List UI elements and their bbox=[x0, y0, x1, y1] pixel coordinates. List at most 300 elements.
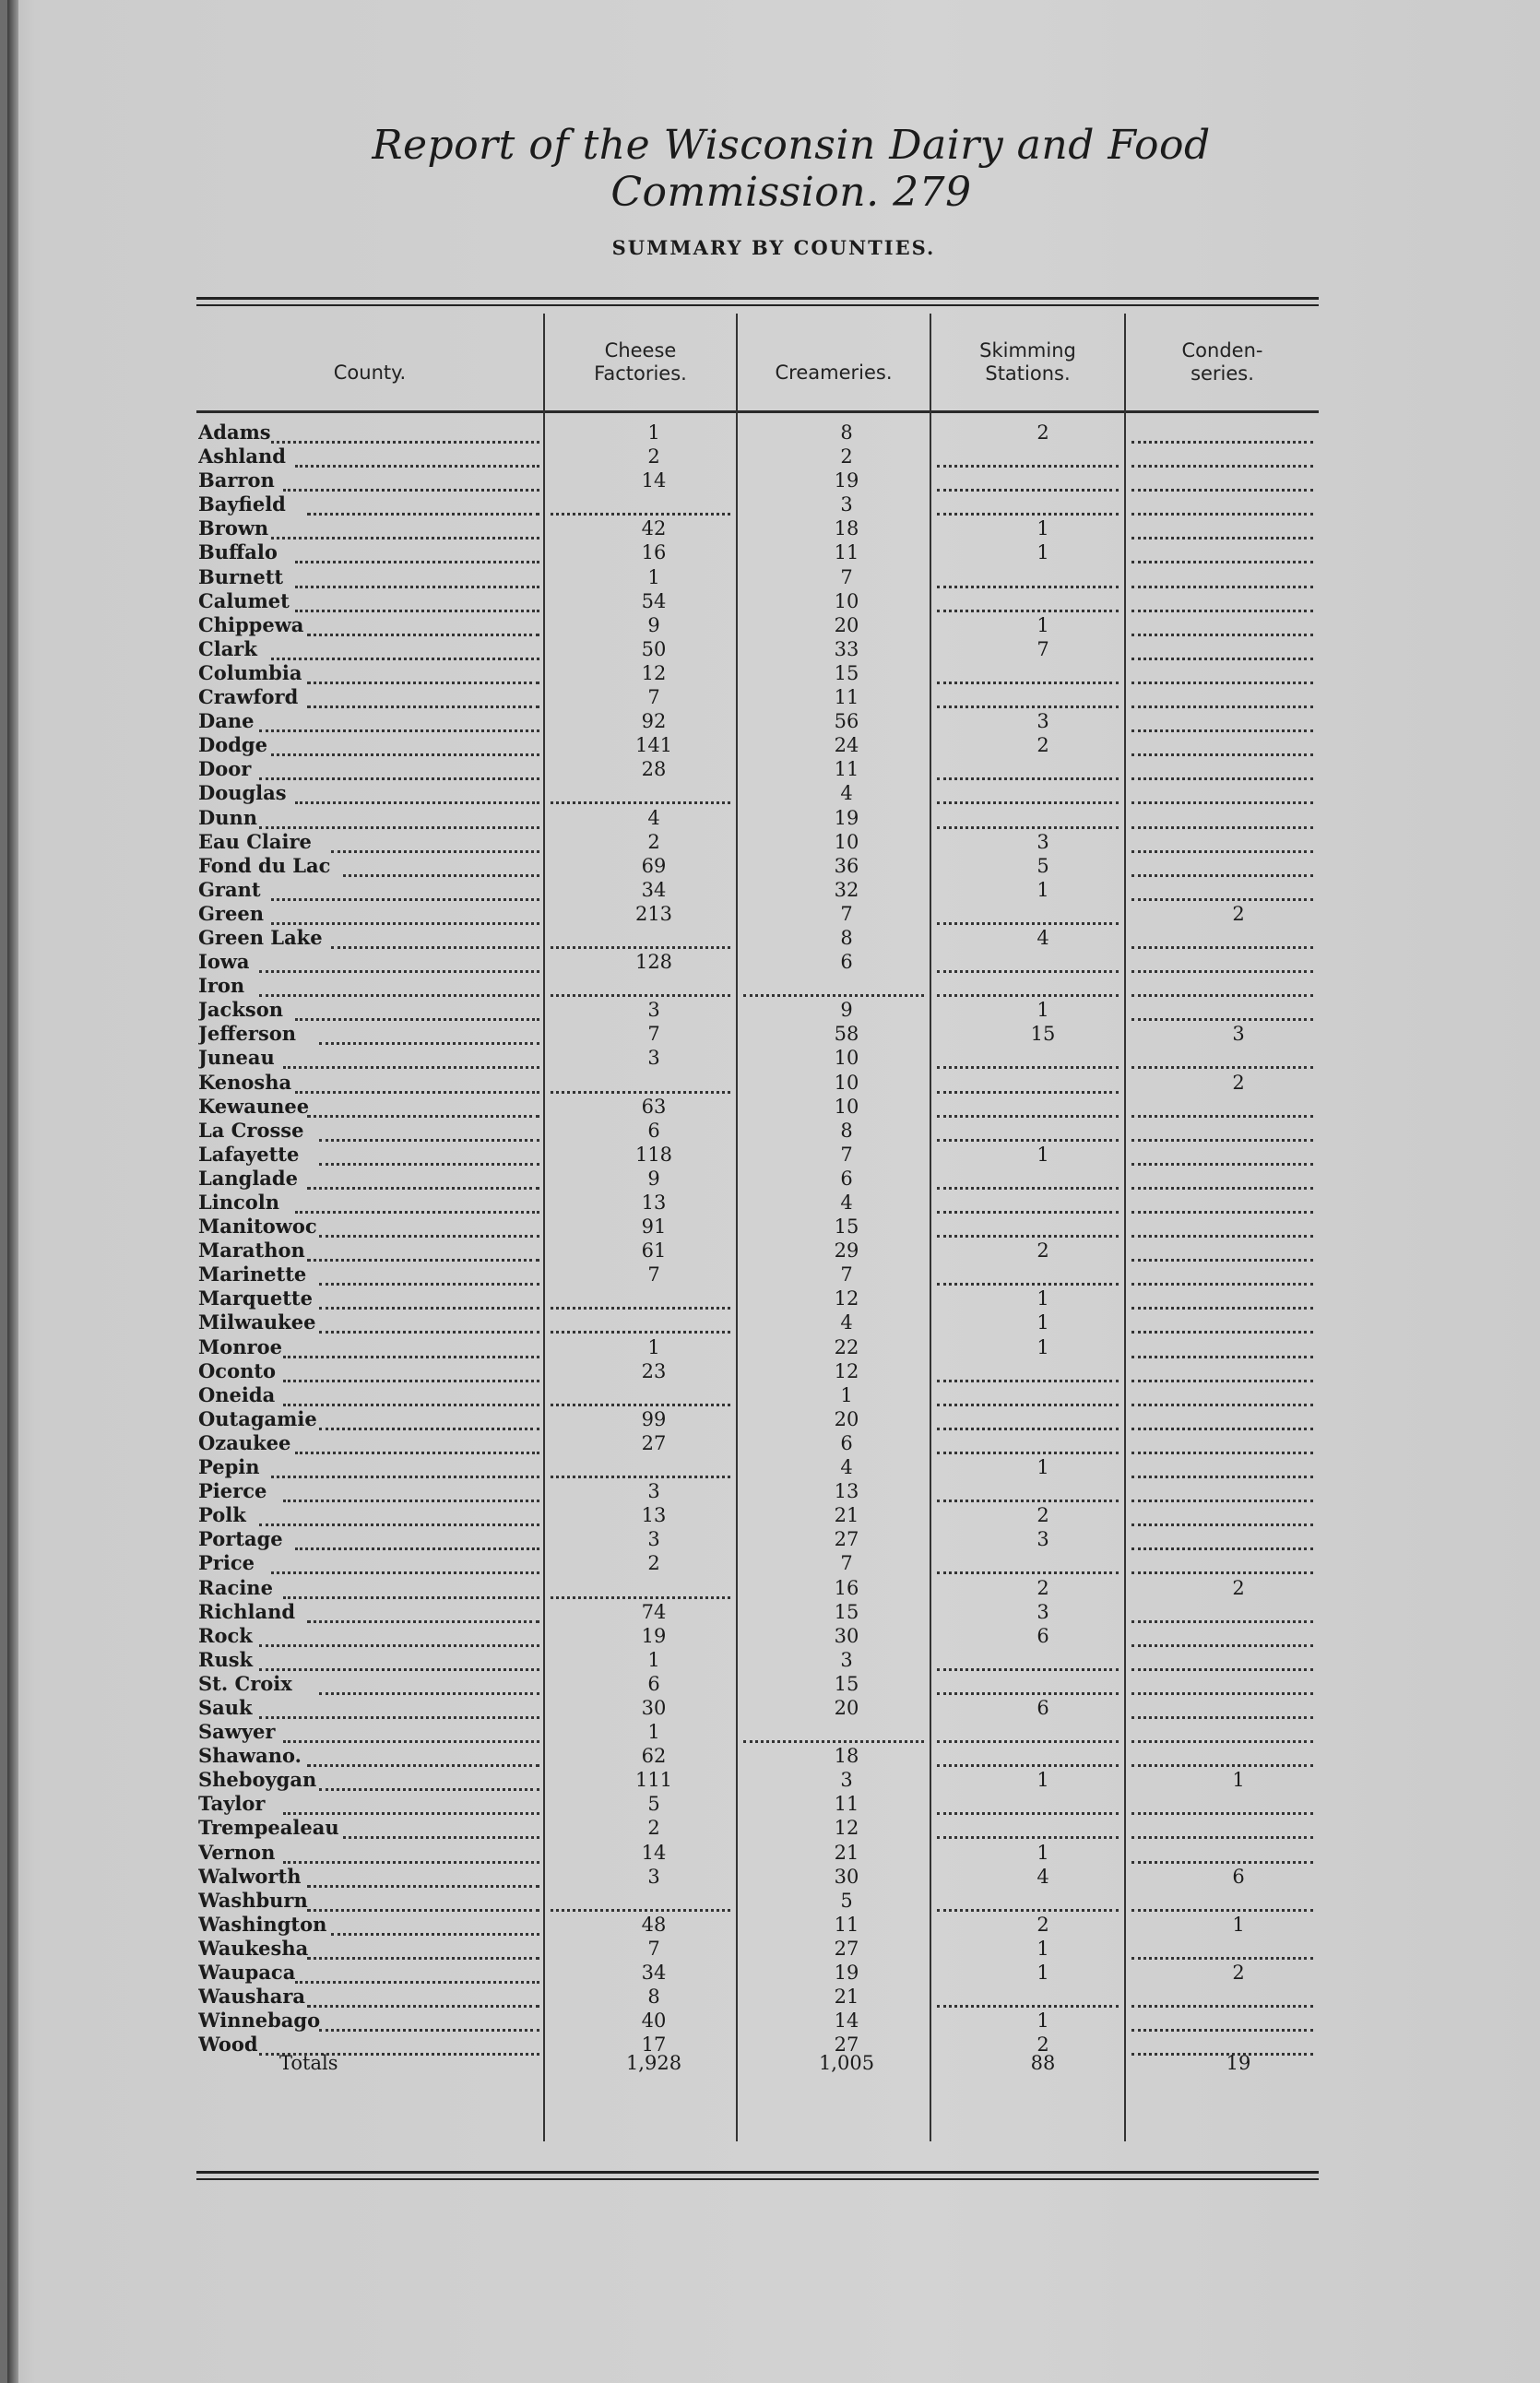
cell-cheese: 34 bbox=[641, 878, 667, 901]
county-name: Marquette bbox=[198, 1286, 313, 1310]
cell-cheese: 99 bbox=[641, 1407, 667, 1430]
county-name: Shawano. bbox=[198, 1744, 302, 1768]
table-row bbox=[196, 1744, 1319, 1768]
cell-skimming: 1 bbox=[1037, 1456, 1049, 1479]
empty-cell-dots bbox=[937, 1812, 1119, 1815]
leader-dots bbox=[319, 1235, 539, 1238]
leader-dots bbox=[283, 1596, 539, 1599]
leader-dots bbox=[271, 922, 539, 925]
county-name: Rusk bbox=[198, 1647, 254, 1671]
leader-dots bbox=[259, 777, 539, 780]
empty-cell-dots bbox=[1131, 1259, 1313, 1262]
table-row bbox=[196, 926, 1319, 950]
cell-creameries: 27 bbox=[834, 1528, 859, 1551]
empty-cell-dots bbox=[1131, 489, 1313, 492]
header-rule bbox=[931, 410, 1124, 413]
cell-skimming: 1 bbox=[1037, 1287, 1049, 1310]
table-row bbox=[196, 1239, 1319, 1263]
cell-creameries: 6 bbox=[840, 1167, 853, 1190]
cell-cheese: 28 bbox=[641, 758, 667, 781]
cell-cheese: 69 bbox=[641, 854, 667, 877]
table-row bbox=[196, 661, 1319, 685]
cell-cheese: 1 bbox=[647, 421, 660, 444]
empty-cell-dots bbox=[1131, 1957, 1313, 1960]
header-rule bbox=[738, 410, 930, 413]
table-row bbox=[196, 1383, 1319, 1407]
county-name: Dodge bbox=[198, 733, 267, 757]
cell-skimming: 1 bbox=[1037, 1143, 1049, 1166]
county-name: Racine bbox=[198, 1575, 273, 1599]
leader-dots bbox=[283, 1380, 539, 1382]
empty-cell-dots bbox=[743, 994, 924, 997]
leader-dots bbox=[259, 826, 539, 829]
table-row bbox=[196, 1071, 1319, 1095]
leader-dots bbox=[319, 1331, 539, 1334]
scan-binding-edge bbox=[7, 0, 18, 2383]
leader-dots bbox=[307, 1187, 539, 1190]
empty-cell-dots bbox=[1131, 801, 1313, 804]
table-row bbox=[196, 589, 1319, 613]
cell-condenseries: 1 bbox=[1232, 1913, 1245, 1936]
cell-skimming: 1 bbox=[1037, 1841, 1049, 1864]
cell-creameries: 15 bbox=[834, 1672, 859, 1695]
leader-dots bbox=[319, 1788, 539, 1791]
county-name: Buffalo bbox=[198, 540, 278, 564]
cell-skimming: 6 bbox=[1037, 1696, 1049, 1719]
cell-creameries: 10 bbox=[834, 589, 859, 612]
cell-creameries: 19 bbox=[834, 806, 859, 829]
county-name: Milwaukee bbox=[198, 1310, 316, 1334]
empty-cell-dots bbox=[1131, 1861, 1313, 1864]
cell-creameries: 5 bbox=[840, 1889, 853, 1912]
cell-creameries: 19 bbox=[834, 1962, 859, 1984]
empty-cell-dots bbox=[551, 994, 730, 997]
county-name: Dane bbox=[198, 709, 255, 733]
cell-cheese: 2 bbox=[647, 830, 660, 853]
cell-cheese: 1 bbox=[647, 1721, 660, 1744]
empty-cell-dots bbox=[937, 682, 1119, 684]
totals-label: Totals bbox=[279, 2052, 338, 2074]
empty-cell-dots bbox=[1131, 1523, 1313, 1526]
leader-dots bbox=[295, 1018, 539, 1021]
totals-row bbox=[196, 2049, 1319, 2077]
cell-skimming: 1 bbox=[1037, 1335, 1049, 1358]
cell-skimming: 3 bbox=[1037, 710, 1049, 733]
cell-skimming: 3 bbox=[1037, 830, 1049, 853]
cell-creameries: 4 bbox=[840, 1456, 853, 1479]
cell-creameries: 6 bbox=[840, 951, 853, 974]
county-name: Green Lake bbox=[198, 925, 323, 949]
cell-creameries: 11 bbox=[834, 1913, 859, 1936]
table-row bbox=[196, 1335, 1319, 1359]
leader-dots bbox=[271, 441, 539, 444]
county-name: Pepin bbox=[198, 1455, 260, 1479]
header-rule bbox=[196, 410, 543, 413]
empty-cell-dots bbox=[1131, 946, 1313, 949]
cell-cheese: 92 bbox=[641, 710, 667, 733]
cell-skimming: 2 bbox=[1037, 421, 1049, 444]
cell-creameries: 27 bbox=[834, 1937, 859, 1960]
table-row bbox=[196, 1286, 1319, 1310]
table-row bbox=[196, 1816, 1319, 1840]
cell-cheese: 62 bbox=[641, 1745, 667, 1768]
table-row bbox=[196, 1455, 1319, 1479]
cell-creameries: 1 bbox=[840, 1383, 853, 1406]
leader-dots bbox=[295, 586, 539, 588]
empty-cell-dots bbox=[1131, 850, 1313, 853]
cell-skimming: 2 bbox=[1037, 1576, 1049, 1599]
county-name: Fond du Lac bbox=[198, 853, 331, 877]
cell-cheese: 1 bbox=[647, 565, 660, 588]
leader-dots bbox=[295, 1981, 539, 1984]
empty-cell-dots bbox=[1131, 1163, 1313, 1166]
county-name: Washington bbox=[198, 1912, 327, 1936]
table-row bbox=[196, 492, 1319, 516]
empty-cell-dots bbox=[1131, 729, 1313, 732]
empty-cell-dots bbox=[1131, 465, 1313, 468]
cell-creameries: 12 bbox=[834, 1287, 859, 1310]
cell-skimming: 15 bbox=[1030, 1023, 1056, 1046]
county-name: Jefferson bbox=[198, 1022, 297, 1046]
cell-skimming: 2 bbox=[1037, 1239, 1049, 1263]
empty-cell-dots bbox=[937, 1571, 1119, 1574]
cell-skimming: 1 bbox=[1037, 541, 1049, 564]
cell-cheese: 3 bbox=[647, 1528, 660, 1551]
cell-creameries: 30 bbox=[834, 1865, 859, 1888]
table-row bbox=[196, 1119, 1319, 1143]
cell-cheese: 3 bbox=[647, 1480, 660, 1503]
empty-cell-dots bbox=[937, 1211, 1119, 1214]
table-row bbox=[196, 1046, 1319, 1070]
leader-dots bbox=[307, 634, 539, 636]
empty-cell-dots bbox=[937, 1380, 1119, 1382]
table-row bbox=[196, 1937, 1319, 1961]
cell-cheese: 14 bbox=[641, 1841, 667, 1864]
leader-dots bbox=[307, 1909, 539, 1912]
leader-dots bbox=[307, 1957, 539, 1960]
empty-cell-dots bbox=[1131, 1066, 1313, 1069]
cell-skimming: 4 bbox=[1037, 926, 1049, 949]
cell-creameries: 18 bbox=[834, 517, 859, 540]
county-name: Eau Claire bbox=[198, 829, 312, 853]
county-name: Dunn bbox=[198, 805, 258, 829]
cell-creameries: 11 bbox=[834, 1793, 859, 1816]
cell-cheese: 1 bbox=[647, 1335, 660, 1358]
county-name: Langlade bbox=[198, 1166, 298, 1190]
county-name: Clark bbox=[198, 636, 257, 660]
empty-cell-dots bbox=[1131, 1764, 1313, 1767]
leader-dots bbox=[319, 1692, 539, 1695]
county-name: Price bbox=[198, 1551, 255, 1575]
leader-dots bbox=[259, 1523, 539, 1526]
cell-creameries: 10 bbox=[834, 1071, 859, 1094]
county-name: Calumet bbox=[198, 588, 290, 612]
cell-creameries: 7 bbox=[840, 1552, 853, 1575]
empty-cell-dots bbox=[1131, 537, 1313, 539]
totals-skimming: 88 bbox=[1030, 2052, 1056, 2074]
empty-cell-dots bbox=[551, 1307, 730, 1310]
empty-cell-dots bbox=[937, 1764, 1119, 1767]
county-name: Sheboygan bbox=[198, 1768, 317, 1792]
leader-dots bbox=[295, 1452, 539, 1454]
leader-dots bbox=[295, 1211, 539, 1214]
county-name: Walworth bbox=[198, 1864, 302, 1888]
county-name: Kewaunee bbox=[198, 1094, 310, 1118]
empty-cell-dots bbox=[551, 1331, 730, 1334]
cell-creameries: 8 bbox=[840, 926, 853, 949]
empty-cell-dots bbox=[1131, 513, 1313, 516]
table-row bbox=[196, 1407, 1319, 1431]
empty-cell-dots bbox=[937, 465, 1119, 468]
county-name: Richland bbox=[198, 1599, 296, 1623]
cell-cheese: 2 bbox=[647, 1817, 660, 1840]
empty-cell-dots bbox=[1131, 1380, 1313, 1382]
cell-cheese: 7 bbox=[647, 1023, 660, 1046]
table-row bbox=[196, 1215, 1319, 1239]
cell-cheese: 63 bbox=[641, 1095, 667, 1118]
empty-cell-dots bbox=[1131, 1283, 1313, 1286]
empty-cell-dots bbox=[1131, 1909, 1313, 1912]
document-page bbox=[7, 0, 1540, 2383]
leader-dots bbox=[271, 537, 539, 539]
table-row bbox=[196, 1191, 1319, 1215]
cell-condenseries: 2 bbox=[1232, 1576, 1245, 1599]
cell-condenseries: 1 bbox=[1232, 1769, 1245, 1792]
cell-skimming: 2 bbox=[1037, 1504, 1049, 1527]
empty-cell-dots bbox=[551, 1476, 730, 1478]
table-row bbox=[196, 854, 1319, 878]
header-cheese-line2: Factories. bbox=[594, 362, 687, 385]
leader-dots bbox=[295, 1091, 539, 1094]
county-name: Bayfield bbox=[198, 492, 286, 516]
county-name: Ashland bbox=[198, 445, 286, 468]
county-name: Waushara bbox=[198, 1985, 306, 2009]
leader-dots bbox=[295, 1547, 539, 1550]
cell-creameries: 4 bbox=[840, 1311, 853, 1334]
cell-creameries: 22 bbox=[834, 1335, 859, 1358]
leader-dots bbox=[271, 1571, 539, 1574]
table-row bbox=[196, 421, 1319, 445]
table-row bbox=[196, 1985, 1319, 2009]
cell-creameries: 15 bbox=[834, 1600, 859, 1623]
totals-creameries: 1,005 bbox=[818, 2052, 875, 2074]
cell-creameries: 12 bbox=[834, 1359, 859, 1382]
empty-cell-dots bbox=[1131, 441, 1313, 444]
cell-skimming: 1 bbox=[1037, 517, 1049, 540]
cell-creameries: 7 bbox=[840, 1143, 853, 1166]
cell-skimming: 1 bbox=[1037, 999, 1049, 1022]
table-title: SUMMARY BY COUNTIES. bbox=[611, 236, 936, 259]
cell-cheese: 34 bbox=[641, 1962, 667, 1984]
county-name: Ozaukee bbox=[198, 1430, 291, 1454]
cell-cheese: 9 bbox=[647, 1167, 660, 1190]
table-row bbox=[196, 516, 1319, 540]
cell-creameries: 20 bbox=[834, 613, 859, 636]
bottom-rule bbox=[196, 2171, 1319, 2180]
leader-dots bbox=[319, 1139, 539, 1142]
empty-cell-dots bbox=[1131, 1836, 1313, 1839]
leader-dots bbox=[319, 1428, 539, 1430]
table-row bbox=[196, 685, 1319, 709]
county-name: Polk bbox=[198, 1503, 246, 1527]
top-rule bbox=[196, 297, 1319, 306]
cell-skimming: 3 bbox=[1037, 1528, 1049, 1551]
leader-dots bbox=[283, 1066, 539, 1069]
county-name: Green bbox=[198, 901, 264, 925]
table-row bbox=[196, 468, 1319, 492]
empty-cell-dots bbox=[937, 1668, 1119, 1671]
cell-cheese: 13 bbox=[641, 1192, 667, 1214]
table-row bbox=[196, 1768, 1319, 1792]
empty-cell-dots bbox=[1131, 610, 1313, 612]
empty-cell-dots bbox=[1131, 1211, 1313, 1214]
cell-creameries: 6 bbox=[840, 1431, 853, 1454]
header-cheese-line1: Cheese bbox=[604, 339, 677, 362]
empty-cell-dots bbox=[937, 826, 1119, 829]
empty-cell-dots bbox=[1131, 1668, 1313, 1671]
county-name: Washburn bbox=[198, 1888, 308, 1912]
table-row bbox=[196, 733, 1319, 757]
table-row bbox=[196, 1841, 1319, 1865]
leader-dots bbox=[319, 1307, 539, 1310]
header-condenseries-line1: Conden- bbox=[1181, 339, 1263, 362]
cell-creameries: 4 bbox=[840, 1192, 853, 1214]
cell-cheese: 2 bbox=[647, 1552, 660, 1575]
cell-creameries: 12 bbox=[834, 1817, 859, 1840]
cell-creameries: 4 bbox=[840, 782, 853, 805]
county-name: Brown bbox=[198, 516, 269, 540]
cell-creameries: 8 bbox=[840, 421, 853, 444]
county-name: Winnebago bbox=[198, 2009, 321, 2033]
cell-creameries: 7 bbox=[840, 902, 853, 925]
cell-skimming: 1 bbox=[1037, 1937, 1049, 1960]
leader-dots bbox=[295, 610, 539, 612]
empty-cell-dots bbox=[1131, 777, 1313, 780]
cell-cheese: 12 bbox=[641, 661, 667, 684]
cell-cheese: 23 bbox=[641, 1359, 667, 1382]
summary-table bbox=[196, 297, 1319, 2180]
empty-cell-dots bbox=[1131, 753, 1313, 756]
cell-condenseries: 2 bbox=[1232, 1962, 1245, 1984]
county-name: Vernon bbox=[198, 1840, 276, 1864]
table-row bbox=[196, 1263, 1319, 1286]
county-name: Door bbox=[198, 757, 252, 781]
empty-cell-dots bbox=[1131, 1740, 1313, 1743]
empty-cell-dots bbox=[1131, 1356, 1313, 1358]
cell-skimming: 2 bbox=[1037, 2033, 1049, 2057]
table-row bbox=[196, 1720, 1319, 1744]
leader-dots bbox=[307, 682, 539, 684]
cell-condenseries: 2 bbox=[1232, 1071, 1245, 1094]
table-row bbox=[196, 613, 1319, 637]
leader-dots bbox=[283, 1500, 539, 1502]
cell-condenseries: 2 bbox=[1232, 902, 1245, 925]
leader-dots bbox=[307, 1885, 539, 1888]
county-name: Barron bbox=[198, 468, 275, 492]
cell-creameries: 3 bbox=[840, 1769, 853, 1792]
empty-cell-dots bbox=[1131, 1428, 1313, 1430]
cell-cheese: 4 bbox=[647, 806, 660, 829]
leader-dots bbox=[283, 489, 539, 492]
cell-creameries: 15 bbox=[834, 1215, 859, 1239]
empty-cell-dots bbox=[937, 1139, 1119, 1142]
cell-skimming: 1 bbox=[1037, 1962, 1049, 1984]
empty-cell-dots bbox=[1131, 1547, 1313, 1550]
table-row bbox=[196, 1310, 1319, 1334]
cell-creameries: 29 bbox=[834, 1239, 859, 1263]
leader-dots bbox=[307, 705, 539, 708]
empty-cell-dots bbox=[1131, 705, 1313, 708]
table-row bbox=[196, 1961, 1319, 1985]
cell-creameries: 10 bbox=[834, 1047, 859, 1070]
leader-dots bbox=[259, 994, 539, 997]
county-name: Iron bbox=[198, 974, 245, 998]
county-name: Wood bbox=[198, 2033, 258, 2057]
table-row bbox=[196, 445, 1319, 468]
cell-creameries: 20 bbox=[834, 1696, 859, 1719]
table-row bbox=[196, 1431, 1319, 1455]
cell-creameries: 16 bbox=[834, 1576, 859, 1599]
cell-creameries: 30 bbox=[834, 1624, 859, 1647]
empty-cell-dots bbox=[937, 705, 1119, 708]
leader-dots bbox=[331, 1933, 539, 1936]
cell-cheese: 6 bbox=[647, 1119, 660, 1142]
table-row bbox=[196, 1624, 1319, 1648]
leader-dots bbox=[283, 1404, 539, 1406]
cell-cheese: 111 bbox=[634, 1769, 673, 1792]
table-row bbox=[196, 998, 1319, 1022]
empty-cell-dots bbox=[937, 1066, 1119, 1069]
cell-creameries: 3 bbox=[840, 1648, 853, 1671]
leader-dots bbox=[259, 729, 539, 732]
leader-dots bbox=[271, 658, 539, 660]
county-name: Oneida bbox=[198, 1382, 276, 1406]
cell-cheese: 141 bbox=[634, 734, 673, 757]
cell-creameries: 56 bbox=[834, 710, 859, 733]
empty-cell-dots bbox=[937, 1428, 1119, 1430]
cell-skimming: 1 bbox=[1037, 1769, 1049, 1792]
cell-cheese: 5 bbox=[647, 1793, 660, 1816]
empty-cell-dots bbox=[1131, 826, 1313, 829]
empty-cell-dots bbox=[937, 2005, 1119, 2008]
empty-cell-dots bbox=[937, 970, 1119, 973]
leader-dots bbox=[271, 753, 539, 756]
county-name: Sauk bbox=[198, 1695, 253, 1719]
empty-cell-dots bbox=[1131, 1187, 1313, 1190]
header-cheese-factories bbox=[545, 339, 736, 404]
header-rule bbox=[1126, 410, 1319, 413]
cell-creameries: 9 bbox=[840, 999, 853, 1022]
cell-skimming: 3 bbox=[1037, 1600, 1049, 1623]
leader-dots bbox=[307, 1259, 539, 1262]
cell-creameries: 7 bbox=[840, 565, 853, 588]
empty-cell-dots bbox=[551, 1596, 730, 1599]
cell-creameries: 2 bbox=[840, 445, 853, 468]
cell-creameries: 11 bbox=[834, 686, 859, 709]
header-condenseries bbox=[1126, 339, 1319, 404]
county-name: Lincoln bbox=[198, 1191, 280, 1214]
cell-creameries: 18 bbox=[834, 1745, 859, 1768]
county-name: Marathon bbox=[198, 1239, 305, 1263]
cell-cheese: 42 bbox=[641, 517, 667, 540]
county-name: Pierce bbox=[198, 1479, 267, 1503]
empty-cell-dots bbox=[1131, 1452, 1313, 1454]
table-row bbox=[196, 2009, 1319, 2033]
table-row bbox=[196, 902, 1319, 926]
table-row bbox=[196, 1696, 1319, 1720]
cell-creameries: 10 bbox=[834, 1095, 859, 1118]
cell-cheese: 16 bbox=[641, 541, 667, 564]
